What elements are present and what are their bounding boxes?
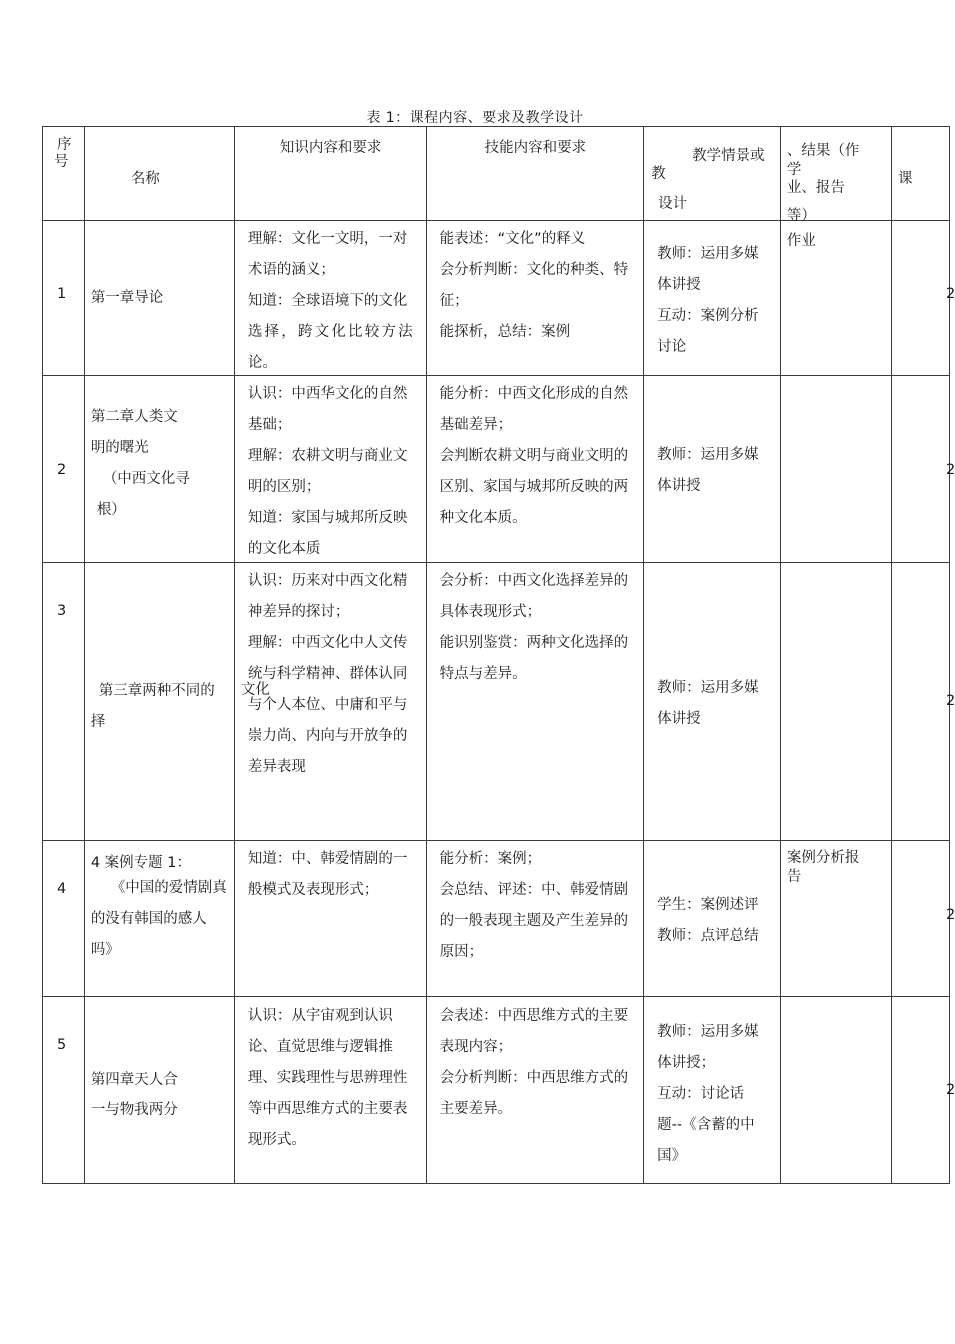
header-result-line2: 学: [786, 162, 802, 178]
header-teaching-line1: 教学情景或: [692, 148, 765, 164]
cell-skill: 会表述：中西思维方式的主要 表现内容； 会分析判断：中西思维方式的 主要差异。: [426, 997, 643, 1184]
cell-knowledge: 知道：中、韩爱情剧的一 般模式及表现形式；: [234, 841, 426, 997]
header-hours: [892, 127, 950, 221]
header-result-line1: 、结果（作: [786, 143, 860, 159]
cell-skill: 会分析：中西文化选择差异的 具体表现形式； 能识别鉴赏：两种文化选择的 特点与差异。: [426, 563, 643, 841]
table-row: [43, 376, 950, 563]
table-row: [43, 841, 950, 997]
header-teaching: [644, 127, 781, 221]
cell-name: 第二章人类文 明的曙光 （中西文化寻 根）: [84, 376, 234, 563]
header-result-line3: 业、报告: [786, 180, 845, 196]
table-caption: 表 1：课程内容、要求及教学设计: [366, 110, 584, 126]
cell-knowledge: 认识：历来对中西文化精 神差异的探讨； 理解：中西文化中人文传 统与科学精神、群体认同 与个人本位、中庸和平与 崇力尚、内向与开放争的 差异表现 文化: [234, 563, 426, 841]
cell-skill: 能表述：“文化”的释义 会分析判断：文化的种类、特 征； 能探析，总结：案例: [426, 221, 643, 376]
cell-teaching: 教师：运用多媒 体讲授 互动：案例分析 讨论: [644, 221, 781, 376]
cell-skill: 能分析：中西文化形成的自然 基础差异； 会判断农耕文明与商业文明的 区别、家国与城邦所反映的两 种文化本质。: [426, 376, 643, 563]
cell-hours: 2: [892, 376, 950, 563]
header-name-label: 名称: [130, 171, 160, 187]
name-overflow-text: 文化: [240, 682, 270, 698]
header-seq: [43, 127, 85, 221]
cell-result: [780, 563, 891, 841]
header-name: [84, 127, 234, 221]
header-result: [780, 127, 891, 224]
header-skill: [426, 127, 643, 221]
table-row: [43, 997, 950, 1184]
cell-hours: 2: [892, 563, 950, 841]
cell-result: [780, 997, 891, 1184]
cell-name: 第四章天人合 一与物我两分: [84, 997, 234, 1184]
cell-knowledge: 认识：从宇宙观到认识 论、直觉思维与逻辑推 理、实践理性与思辨理性 等中西思维方式的主要表 现形式。: [234, 997, 426, 1184]
cell-result: [780, 376, 891, 563]
header-knowledge-label: 知识内容和要求: [279, 140, 382, 156]
cell-hours: 2: [892, 997, 950, 1184]
header-teaching-line3: 设计: [658, 196, 688, 212]
header-teaching-line2: 教: [651, 166, 666, 182]
header-seq-bottom: 号: [54, 154, 69, 170]
course-table: [42, 126, 955, 1184]
header-result-line4: 等）: [786, 208, 816, 224]
cell-seq: 3: [43, 563, 85, 841]
cell-teaching: 教师：运用多媒 体讲授: [644, 376, 781, 563]
header-row: [43, 127, 950, 221]
header-seq-top: 序: [57, 137, 72, 153]
cell-teaching: 教师：运用多媒 体讲授: [644, 563, 781, 841]
cell-name: 第一章导论: [84, 221, 234, 376]
header-hours-label: 课: [898, 171, 913, 187]
cell-seq: 1: [43, 221, 85, 376]
cell-hours: 2: [892, 221, 950, 376]
cell-knowledge: 认识：中西华文化的自然 基础； 理解：农耕文明与商业文 明的区别； 知道：家国与城邦所反映 的文化本质: [234, 376, 426, 563]
cell-name: 第三章两种不同的 择: [84, 563, 234, 841]
cell-seq: 5: [43, 997, 85, 1184]
header-knowledge: [234, 127, 426, 221]
cell-name: 4 案例专题 1： 《中国的爱情剧真 的没有韩国的感人 吗》: [84, 841, 234, 997]
cell-seq: 4: [43, 841, 85, 997]
cell-result: 案例分析报 告: [780, 841, 891, 997]
cell-hours: 2: [892, 841, 950, 997]
header-skill-label: 技能内容和要求: [484, 140, 587, 156]
cell-result: 作业: [780, 221, 891, 376]
cell-seq: 2: [43, 376, 85, 563]
cell-teaching: 教师：运用多媒 体讲授； 互动：讨论话 题--《含蓄的中 国》: [644, 997, 781, 1184]
cell-teaching: 学生：案例述评 教师：点评总结: [644, 841, 781, 997]
table-row: [43, 221, 950, 376]
table-row: [43, 563, 950, 841]
cell-skill: 能分析：案例； 会总结、评述：中、韩爱情剧 的一般表现主题及产生差异的 原因；: [426, 841, 643, 997]
cell-knowledge: 理解：文化一文明，一对 术语的涵义； 知道：全球语境下的文化 选择，跨文化比较方法 论。: [234, 221, 426, 376]
